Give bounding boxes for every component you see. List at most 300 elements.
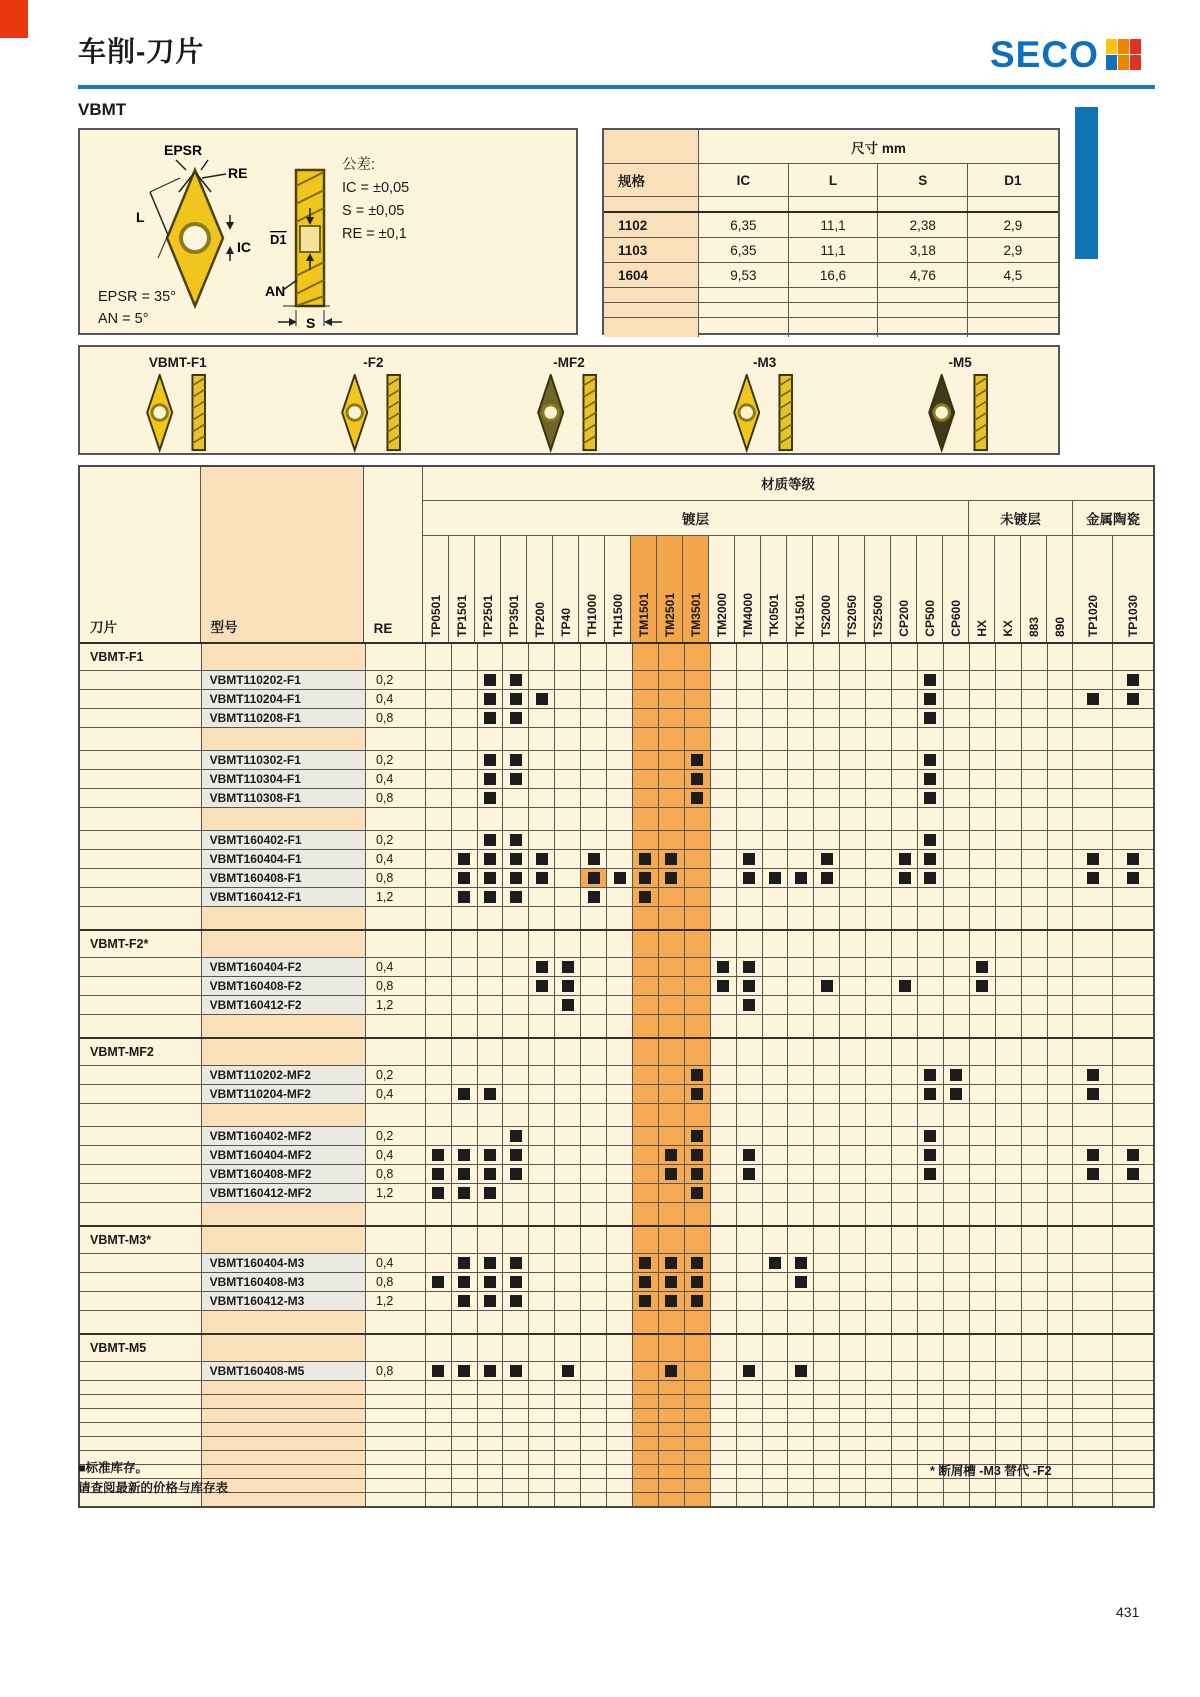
grade-cell: [944, 1479, 970, 1492]
re-cell: [366, 1493, 426, 1506]
model-cell: [202, 1203, 366, 1225]
grade-cell: [426, 751, 452, 769]
grade-cell: [633, 1203, 659, 1225]
grade-cell: [555, 996, 581, 1014]
grade-cell: [685, 751, 711, 769]
grade-cell: [763, 644, 789, 670]
grade-cell: [1048, 1085, 1074, 1103]
grade-cell: [840, 1493, 866, 1506]
grade-cell: [788, 1254, 814, 1272]
grade-cell: [555, 869, 581, 887]
grade-cell: [555, 671, 581, 689]
dim-unit-header: 尺寸 mm: [851, 140, 906, 156]
grade-cell: [996, 690, 1022, 708]
grade-cell: [555, 1409, 581, 1422]
page-title: 车削-刀片: [78, 36, 205, 67]
stock-square: [1087, 853, 1099, 865]
dim-spec-cell: 1103: [604, 238, 699, 262]
stock-square: [484, 773, 496, 785]
grade-cell: [1073, 808, 1113, 830]
grade-cell: [503, 1254, 529, 1272]
stock-square: [795, 1276, 807, 1288]
grade-cell: [607, 770, 633, 788]
subgroup-label: 金属陶瓷: [1086, 511, 1140, 527]
section-title: VBMT: [78, 100, 127, 119]
grade-cell: [711, 931, 737, 957]
grade-cell: [426, 1066, 452, 1084]
grade-cell: [607, 751, 633, 769]
grade-cell: [788, 1146, 814, 1164]
grade-cell: [1022, 1479, 1048, 1492]
dim-spec-blank: [604, 130, 699, 163]
grade-cell: [944, 1423, 970, 1436]
model-cell: [202, 808, 366, 830]
grade-cell: [944, 907, 970, 929]
grade-cell: [711, 1015, 737, 1037]
grade-cell: [1048, 888, 1074, 906]
grade-cell: [659, 1039, 685, 1065]
grade-cell: [452, 1493, 478, 1506]
tolerance-re: RE = ±0,1: [342, 226, 407, 242]
grade-cell: [659, 808, 685, 830]
grade-cell: [763, 1203, 789, 1225]
grade-cell: [711, 709, 737, 727]
grade-cell: [814, 770, 840, 788]
stock-square: [924, 712, 936, 724]
insert-group-cell: VBMT-F1: [80, 644, 202, 670]
grade-cell: [970, 789, 996, 807]
grade-cell: [944, 808, 970, 830]
grade-cell: [788, 1203, 814, 1225]
grade-cell: [970, 1085, 996, 1103]
grade-cell: [814, 644, 840, 670]
grade-cell: [814, 1311, 840, 1333]
grade-cell: [737, 1493, 763, 1506]
grade-cell: [529, 1335, 555, 1361]
stock-square: [924, 834, 936, 846]
grade-cell: [452, 1395, 478, 1408]
re-cell: 1,2: [366, 888, 426, 906]
grade-cell: [892, 808, 918, 830]
grade-cell: [478, 869, 504, 887]
grade-cell: [1048, 1104, 1074, 1126]
grade-cell: [452, 888, 478, 906]
grade-cell: [685, 808, 711, 830]
grade-cell: [840, 1437, 866, 1450]
grade-cell: [1073, 1437, 1113, 1450]
grade-cell: [581, 1292, 607, 1310]
grade-cell: [814, 1184, 840, 1202]
grade-cell: [478, 728, 504, 750]
stock-square: [899, 980, 911, 992]
grade-cell: [944, 1015, 970, 1037]
dim-empty-cell: [699, 303, 789, 317]
grade-cell: [840, 977, 866, 995]
grade-cell: [503, 751, 529, 769]
grade-cell: [814, 1039, 840, 1065]
grade-cell: [1048, 1066, 1074, 1084]
grade-cell: [918, 958, 944, 976]
model-cell: VBMT160404-F1: [202, 850, 366, 868]
grade-cell: [1022, 709, 1048, 727]
grade-cell: [426, 1146, 452, 1164]
grade-cell: [503, 690, 529, 708]
stock-square: [484, 1187, 496, 1199]
grade-cell: [763, 1227, 789, 1253]
dim-empty-cell: [699, 318, 789, 337]
grade-cell: [840, 1015, 866, 1037]
stock-square: [924, 872, 936, 884]
grade-cell: [737, 770, 763, 788]
stock-square: [821, 980, 833, 992]
grade-cell: [478, 1465, 504, 1478]
grade-cell: [503, 1292, 529, 1310]
stock-square: [510, 1295, 522, 1307]
grade-cell: [452, 850, 478, 868]
grade-cell: [944, 831, 970, 849]
grade-cell: [1073, 770, 1113, 788]
grade-cell: [555, 1273, 581, 1291]
grade-cell: [711, 789, 737, 807]
grade-cell: [478, 1039, 504, 1065]
variants-panel: [78, 345, 1060, 455]
grade-cell: [711, 1085, 737, 1103]
grade-cell: [711, 907, 737, 929]
grade-cell: [478, 1184, 504, 1202]
grade-cell: [478, 1409, 504, 1422]
grade-cell: [970, 958, 996, 976]
stock-square: [1087, 1069, 1099, 1081]
table-row: [80, 750, 1153, 769]
grade-cell: [685, 690, 711, 708]
grade-cell: [607, 996, 633, 1014]
grade-cell: [944, 1227, 970, 1253]
stock-square: [665, 1365, 677, 1377]
grade-cell: [1048, 1381, 1074, 1394]
grade-cell: [685, 1015, 711, 1037]
grade-cell: [659, 1465, 685, 1478]
grade-cell: [607, 1451, 633, 1464]
grade-cell: [529, 1015, 555, 1037]
insert-group-cell: [80, 888, 202, 906]
grade-cell: [814, 888, 840, 906]
grade-cell: [892, 1273, 918, 1291]
grade-cell: [918, 888, 944, 906]
stock-square: [536, 853, 548, 865]
grade-cell: [814, 931, 840, 957]
grade-cell: [529, 671, 555, 689]
grade-cell: [529, 770, 555, 788]
grade-cell: [529, 1493, 555, 1506]
variant-insert-icon: [133, 374, 223, 453]
grade-col-TP1501: TP1501: [449, 536, 475, 642]
grade-cell: [1073, 1227, 1113, 1253]
grade-cell: [452, 958, 478, 976]
stock-square: [691, 754, 703, 766]
grade-cell: [840, 671, 866, 689]
model-cell: [202, 1227, 366, 1253]
stock-square: [924, 773, 936, 785]
grade-cell: [555, 1451, 581, 1464]
grade-cell: [659, 1165, 685, 1183]
grade-cell: [711, 1227, 737, 1253]
grade-col-TS2000: TS2000: [813, 536, 839, 642]
stock-square: [536, 693, 548, 705]
grade-cell: [529, 977, 555, 995]
grade-cell: [478, 1311, 504, 1333]
grade-cell: [1073, 1395, 1113, 1408]
grade-cell: [840, 1146, 866, 1164]
grade-cell: [478, 1479, 504, 1492]
grade-cell: [788, 1015, 814, 1037]
grade-cell: [840, 1227, 866, 1253]
grade-cell: [478, 931, 504, 957]
grade-cell: [1073, 1493, 1113, 1506]
grade-cell: [426, 1479, 452, 1492]
grade-cell: [970, 1437, 996, 1450]
grade-cell: [503, 709, 529, 727]
stock-square: [665, 1295, 677, 1307]
grade-cell: [607, 1254, 633, 1272]
grade-cell: [840, 644, 866, 670]
grade-cell: [866, 1146, 892, 1164]
model-cell: VBMT110208-F1: [202, 709, 366, 727]
grade-cell: [918, 1165, 944, 1183]
stock-square: [1087, 1088, 1099, 1100]
grade-cell: [478, 671, 504, 689]
grade-cell: [711, 1451, 737, 1464]
grade-cell: [840, 1039, 866, 1065]
grade-cell: [944, 869, 970, 887]
spacer-row: [80, 1202, 1153, 1225]
grade-cell: [633, 850, 659, 868]
grade-cell: [452, 1165, 478, 1183]
stock-square: [510, 1257, 522, 1269]
grade-cell: [1113, 1254, 1153, 1272]
grade-cell: [607, 1203, 633, 1225]
variant-2: [471, 347, 667, 453]
grade-cell: [1113, 1409, 1153, 1422]
grade-cell: [581, 958, 607, 976]
grade-cell: [866, 770, 892, 788]
label-re: RE: [228, 165, 248, 181]
logo-mark-square: [1106, 55, 1117, 70]
grade-cell: [918, 907, 944, 929]
model-cell: [202, 1423, 366, 1436]
re-cell: 0,8: [366, 977, 426, 995]
grade-cell: [918, 1311, 944, 1333]
insert-group-cell: [80, 751, 202, 769]
grade-cell: [737, 751, 763, 769]
grade-col-883: 883: [1021, 536, 1047, 642]
stock-note: [78, 1458, 228, 1498]
variant-insert-icon: [524, 374, 614, 453]
grade-cell: [555, 1227, 581, 1253]
grade-cell: [866, 690, 892, 708]
grade-cell: [607, 1479, 633, 1492]
grade-cell: [1073, 690, 1113, 708]
re-cell: [366, 907, 426, 929]
grade-cell: [814, 1273, 840, 1291]
tolerance-block: [342, 154, 409, 246]
grade-cell: [1073, 1273, 1113, 1291]
table-row: [80, 689, 1153, 708]
grade-cell: [892, 1127, 918, 1145]
grade-cell: [944, 1203, 970, 1225]
grade-cell: [918, 1203, 944, 1225]
grade-cell: [659, 888, 685, 906]
dim-empty-cell: [604, 197, 699, 211]
grade-cell: [763, 690, 789, 708]
table-row: [80, 868, 1153, 887]
grade-cell: [1113, 1395, 1153, 1408]
stock-square: [458, 853, 470, 865]
grade-cell: [763, 1165, 789, 1183]
re-cell: 0,8: [366, 789, 426, 807]
grade-cell: [814, 1227, 840, 1253]
stock-square: [1127, 674, 1139, 686]
variant-insert-icon: [720, 374, 810, 453]
group-row: [80, 1037, 1153, 1065]
grade-cell: [892, 690, 918, 708]
grade-cell: [814, 1437, 840, 1450]
grade-cell: [814, 1335, 840, 1361]
grade-cell: [555, 1015, 581, 1037]
grade-cell: [970, 808, 996, 830]
dim-value-cell: 11,1: [789, 213, 879, 237]
grade-cell: [711, 1039, 737, 1065]
grade-cell: [737, 831, 763, 849]
grade-cell: [970, 751, 996, 769]
insert-group-cell: [80, 907, 202, 929]
grade-cell: [996, 1311, 1022, 1333]
grade-cell: [478, 977, 504, 995]
grade-cell: [503, 1479, 529, 1492]
grade-cell: [581, 1451, 607, 1464]
grade-cell: [529, 644, 555, 670]
grade-cell: [607, 1335, 633, 1361]
grade-cell: [763, 1085, 789, 1103]
model-cell: VBMT110302-F1: [202, 751, 366, 769]
grade-cell: [970, 1039, 996, 1065]
grade-cell: [1073, 1362, 1113, 1380]
grade-cell: [529, 931, 555, 957]
grade-cell: [996, 1165, 1022, 1183]
grade-cell: [892, 1104, 918, 1126]
grade-cell: [711, 1395, 737, 1408]
logo-mark-square: [1118, 39, 1129, 54]
grade-cell: [840, 789, 866, 807]
re-cell: [366, 1104, 426, 1126]
grade-cell: [892, 1465, 918, 1478]
grade-cell: [763, 770, 789, 788]
grade-cell: [503, 1381, 529, 1394]
stock-square: [588, 853, 600, 865]
grade-cell: [996, 1437, 1022, 1450]
model-cell: VBMT160412-MF2: [202, 1184, 366, 1202]
grade-cell: [788, 996, 814, 1014]
grade-cell: [996, 1039, 1022, 1065]
grade-cell: [478, 1227, 504, 1253]
insert-group-cell: [80, 1184, 202, 1202]
grade-cell: [737, 850, 763, 868]
grade-cell: [944, 1437, 970, 1450]
grade-cell: [659, 850, 685, 868]
grade-cell: [996, 1362, 1022, 1380]
grade-cell: [970, 644, 996, 670]
grade-cell: [1113, 1479, 1153, 1492]
model-cell: VBMT160412-F2: [202, 996, 366, 1014]
grade-cell: [892, 1085, 918, 1103]
insert-group-cell: [80, 1292, 202, 1310]
grade-cell: [529, 1273, 555, 1291]
grade-cell: [737, 1465, 763, 1478]
grade-cell: [633, 1227, 659, 1253]
stock-square: [484, 1168, 496, 1180]
grade-cell: [711, 831, 737, 849]
grade-cell: [581, 888, 607, 906]
re-cell: [366, 1423, 426, 1436]
grade-cell: [814, 996, 840, 1014]
grade-cell: [478, 1395, 504, 1408]
grade-cell: [1073, 728, 1113, 750]
grade-cell: [1113, 831, 1153, 849]
grade-cell: [918, 1254, 944, 1272]
grade-cell: [529, 1254, 555, 1272]
grade-cell: [840, 831, 866, 849]
grade-cell: [607, 1184, 633, 1202]
grade-cell: [970, 1335, 996, 1361]
grade-cell: [814, 1409, 840, 1422]
grade-cell: [996, 831, 1022, 849]
grade-cell: [763, 1395, 789, 1408]
grade-cell: [1048, 1437, 1074, 1450]
grade-cell: [633, 1165, 659, 1183]
stock-square: [950, 1088, 962, 1100]
grade-cell: [503, 808, 529, 830]
logo-mark-square: [1106, 39, 1117, 54]
grade-cell: [426, 1381, 452, 1394]
model-cell: VBMT160408-F2: [202, 977, 366, 995]
grade-cell: [426, 1465, 452, 1478]
grade-cell: [1048, 1395, 1074, 1408]
grade-cell: [607, 1362, 633, 1380]
stock-square: [562, 999, 574, 1011]
grade-cell: [970, 1395, 996, 1408]
grade-cell: [426, 1039, 452, 1065]
grade-cell: [763, 1146, 789, 1164]
dim-spec-header: 规格: [604, 164, 699, 196]
grade-cell: [555, 1381, 581, 1394]
dim-empty-cell: [878, 318, 968, 337]
stock-square: [743, 980, 755, 992]
grade-cell: [529, 1104, 555, 1126]
grade-cell: [892, 1184, 918, 1202]
grade-cell: [685, 1292, 711, 1310]
grade-cell: [788, 931, 814, 957]
stock-square: [458, 1187, 470, 1199]
grade-cell: [944, 850, 970, 868]
grade-cell: [685, 1451, 711, 1464]
grade-cell: [685, 1184, 711, 1202]
grade-cell: [581, 931, 607, 957]
grade-cell: [426, 1203, 452, 1225]
stock-square: [458, 872, 470, 884]
grade-cell: [944, 1146, 970, 1164]
grade-cell: [685, 958, 711, 976]
grade-cell: [426, 1273, 452, 1291]
grade-cell: [529, 1409, 555, 1422]
